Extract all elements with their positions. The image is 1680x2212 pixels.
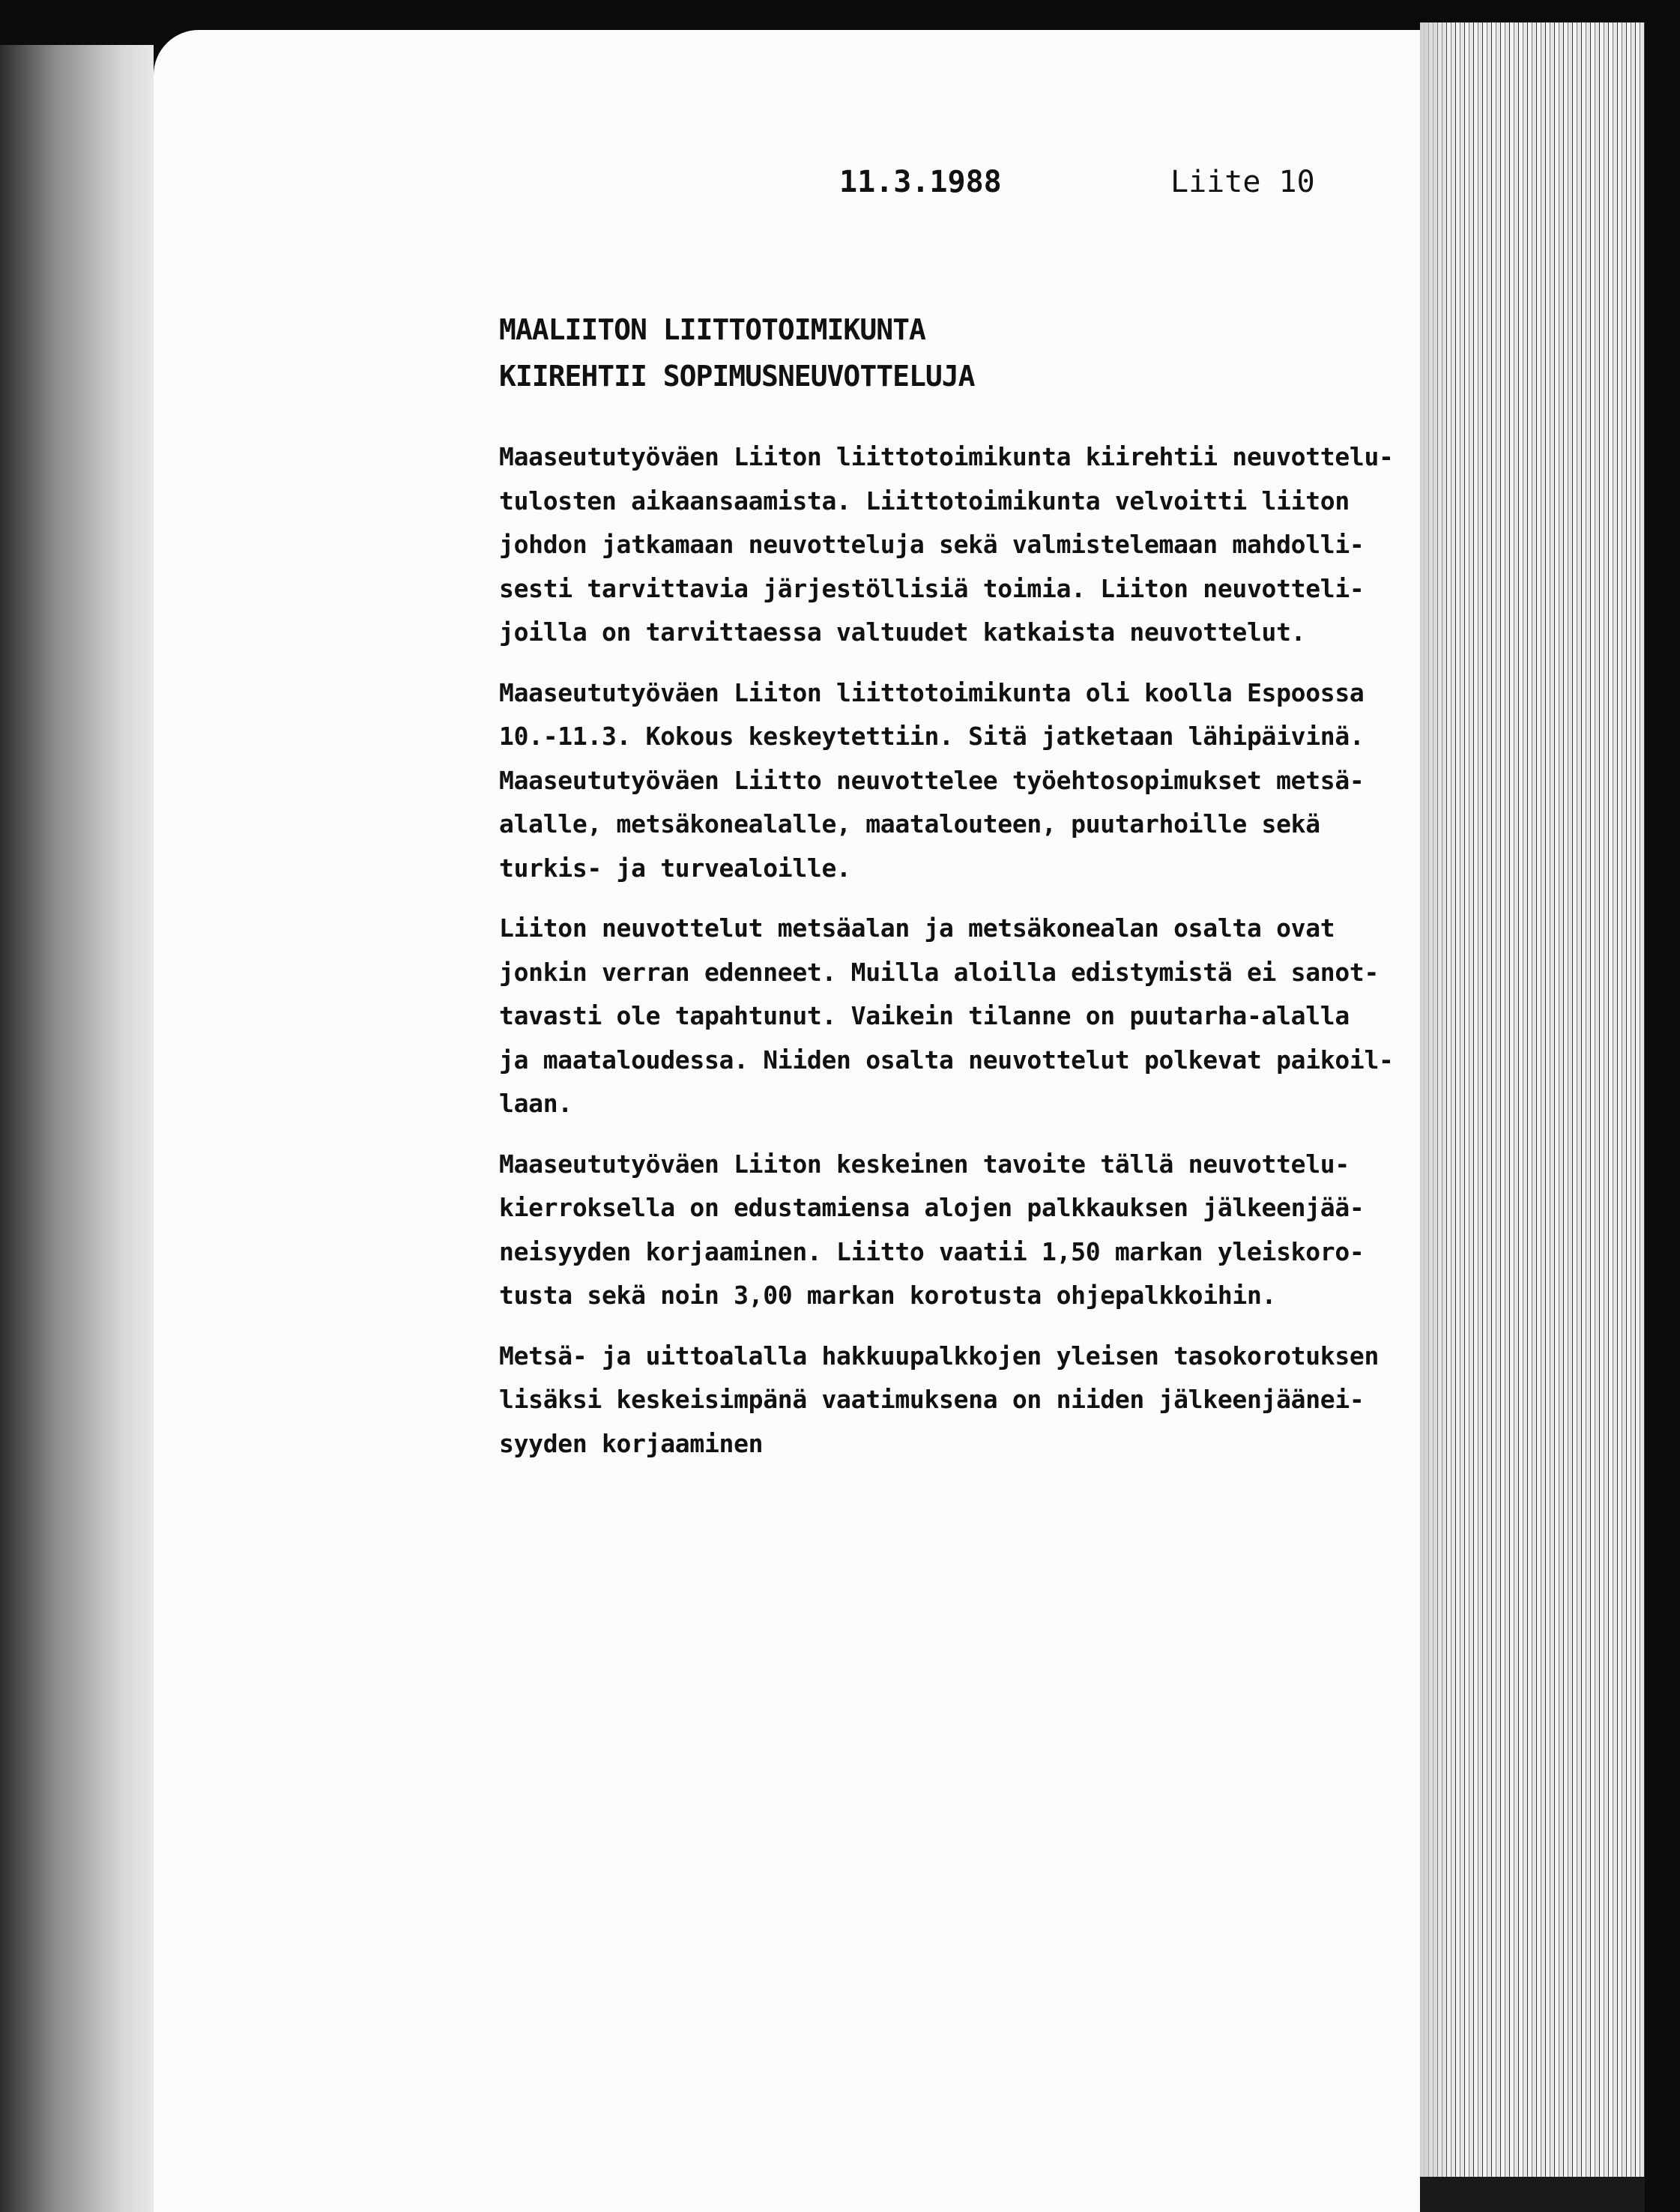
body-line: laan. — [499, 1089, 572, 1118]
heading-line-1: MAALIITON LIITTOTOIMIKUNTA — [499, 313, 925, 346]
heading-line-2: KIIREHTII SOPIMUSNEUVOTTELUJA — [499, 360, 975, 393]
body-line: joilla on tarvittaessa valtuudet katkaista neuvottelut. — [499, 617, 1306, 647]
body-line: jonkin verran edenneet. Muilla aloilla edistymistä ei sanot- — [499, 958, 1380, 987]
body-line: Maaseututyöväen Liiton liittotoimikunta oli koolla Espoossa — [499, 678, 1365, 707]
document-page — [154, 30, 1420, 2212]
body-line: Liiton neuvottelut metsäalan ja metsäkonealan osalta ovat — [499, 913, 1335, 943]
body-line: lisäksi keskeisimpänä vaatimuksena on niiden jälkeenjäänei- — [499, 1385, 1365, 1414]
body-line: Maaseututyöväen Liitto neuvottelee työehtosopimukset metsä- — [499, 766, 1365, 795]
body-line: Metsä- ja uittoalalla hakkuupalkkojen yleisen tasokorotuksen — [499, 1341, 1380, 1371]
document-date: 11.3.1988 — [839, 165, 1002, 199]
body-line: kierroksella on edustamiensa alojen palkkauksen jälkeenjää- — [499, 1193, 1365, 1222]
attachment-label: Liite 10 — [1170, 165, 1315, 199]
page-stack-shadow — [1420, 22, 1450, 2212]
page-stack-edge — [1420, 22, 1645, 2212]
body-line: alalle, metsäkonealalle, maatalouteen, puutarhoille sekä — [499, 809, 1320, 838]
body-line: Maaseututyöväen Liiton keskeinen tavoite tällä neuvottelu- — [499, 1149, 1350, 1179]
body-line: syyden korjaaminen — [499, 1429, 764, 1458]
body-line: johdon jatkamaan neuvotteluja sekä valmistelemaan mahdolli- — [499, 530, 1365, 559]
body-line: tulosten aikaansaamista. Liittotoimikunta velvoitti liiton — [499, 486, 1350, 516]
page-stack-bottom — [1420, 2177, 1645, 2212]
body-line: turkis- ja turvealoille. — [499, 853, 851, 883]
body-line: Maaseututyöväen Liiton liittotoimikunta kiirehtii neuvottelu- — [499, 442, 1394, 471]
body-line: ja maataloudessa. Niiden osalta neuvottelut polkevat paikoil- — [499, 1045, 1394, 1075]
body-line: tusta sekä noin 3,00 markan korotusta ohjepalkkoihin. — [499, 1281, 1277, 1310]
body-line: sesti tarvittavia järjestöllisiä toimia. Liiton neuvotteli- — [499, 574, 1365, 603]
body-line: tavasti ole tapahtunut. Vaikein tilanne on puutarha-alalla — [499, 1001, 1350, 1030]
left-page-edge — [0, 45, 154, 2212]
body-line: neisyyden korjaaminen. Liitto vaatii 1,50 markan yleiskoro- — [499, 1237, 1365, 1266]
body-line: 10.-11.3. Kokous keskeytettiin. Sitä jatketaan lähipäivinä. — [499, 722, 1365, 751]
